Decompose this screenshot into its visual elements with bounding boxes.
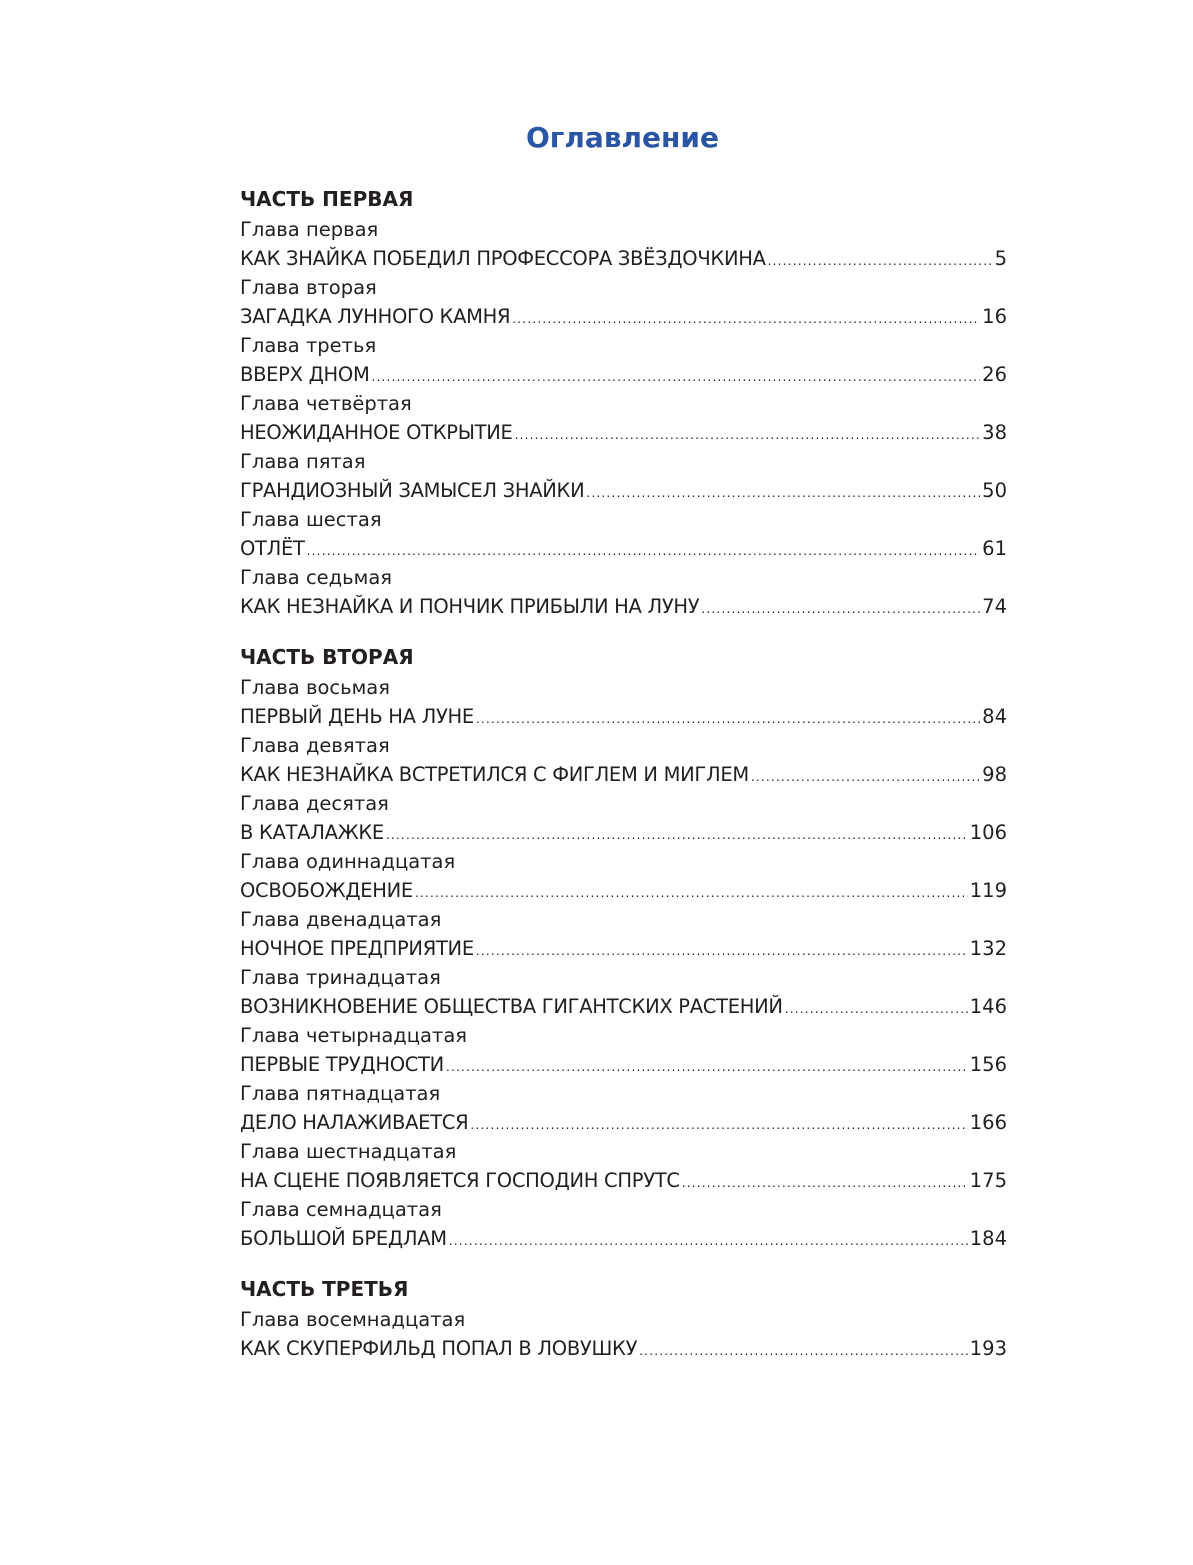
toc-entry[interactable]	[240, 1334, 1007, 1363]
page-number: 38	[982, 421, 1007, 444]
toc-part	[240, 641, 1007, 1253]
toc-entry[interactable]	[240, 876, 1007, 905]
chapter-title: БОЛЬШОЙ БРЕДЛАМ	[240, 1227, 447, 1250]
chapter-title: НОЧНОЕ ПРЕДПРИЯТИЕ	[240, 937, 474, 960]
dot-leader	[785, 995, 968, 1024]
toc-part	[240, 183, 1007, 621]
page-number: 132	[969, 937, 1007, 960]
toc-entry[interactable]	[240, 476, 1007, 505]
dot-leader	[386, 821, 968, 850]
dot-leader	[476, 937, 968, 966]
dot-leader	[307, 537, 981, 566]
chapter-label: Глава семнадцатая	[240, 1198, 442, 1221]
chapter-title: НА СЦЕНЕ ПОЯВЛЯЕТСЯ ГОСПОДИН СПРУТС	[240, 1169, 680, 1192]
toc-entry[interactable]	[240, 418, 1007, 447]
toc-entry[interactable]	[240, 244, 1007, 273]
chapter-label: Глава пятнадцатая	[240, 1082, 441, 1105]
dot-leader	[701, 595, 980, 624]
chapter-title: ОТЛЁТ	[240, 537, 305, 560]
page-number: 84	[982, 705, 1007, 728]
page-number: 166	[969, 1111, 1007, 1134]
chapter-title: ПЕРВЫЕ ТРУДНОСТИ	[240, 1053, 444, 1076]
page-number: 175	[969, 1169, 1007, 1192]
dot-leader	[682, 1169, 968, 1198]
dot-leader	[446, 1053, 968, 1082]
page-number: 16	[982, 305, 1007, 328]
page-number: 50	[982, 479, 1007, 502]
chapter-title: КАК НЕЗНАЙКА И ПОНЧИК ПРИБЫЛИ НА ЛУНУ	[240, 595, 700, 618]
chapter-label: Глава девятая	[240, 734, 390, 757]
page-number: 119	[969, 879, 1007, 902]
chapter-title: ПЕРВЫЙ ДЕНЬ НА ЛУНЕ	[240, 705, 474, 728]
page-number: 146	[969, 995, 1007, 1018]
part-title: ЧАСТЬ ТРЕТЬЯ	[240, 1277, 409, 1301]
part-title: ЧАСТЬ ПЕРВАЯ	[240, 187, 414, 211]
toc-entry[interactable]	[240, 1166, 1007, 1195]
dot-leader	[512, 305, 980, 334]
dot-leader	[751, 763, 980, 792]
toc-entry[interactable]	[240, 534, 1007, 563]
chapter-label: Глава пятая	[240, 450, 366, 473]
chapter-label: Глава третья	[240, 334, 377, 357]
page-number: 61	[982, 537, 1007, 560]
chapter-label: Глава четырнадцатая	[240, 1024, 468, 1047]
toc-entry[interactable]	[240, 592, 1007, 621]
toc-entry[interactable]	[240, 1108, 1007, 1137]
dot-leader	[371, 363, 980, 392]
chapter-label: Глава четвёртая	[240, 392, 412, 415]
dot-leader	[470, 1111, 967, 1140]
page-number: 106	[969, 821, 1007, 844]
chapter-label: Глава восьмая	[240, 676, 390, 699]
chapter-label: Глава шестая	[240, 508, 382, 531]
dot-leader	[515, 421, 981, 450]
chapter-label: Глава десятая	[240, 792, 389, 815]
chapter-label: Глава тринадцатая	[240, 966, 441, 989]
chapter-title: В КАТАЛАЖКЕ	[240, 821, 384, 844]
chapter-title: НЕОЖИДАННОЕ ОТКРЫТИЕ	[240, 421, 513, 444]
page-title: Оглавление	[525, 121, 719, 154]
toc-entry[interactable]	[240, 360, 1007, 389]
chapter-title: ГРАНДИОЗНЫЙ ЗАМЫСЕЛ ЗНАЙКИ	[240, 479, 585, 502]
dot-leader	[449, 1227, 968, 1256]
chapter-label: Глава одиннадцатая	[240, 850, 456, 873]
chapter-title: ДЕЛО НАЛАЖИВАЕТСЯ	[240, 1111, 469, 1134]
chapter-label: Глава первая	[240, 218, 379, 241]
page-number: 74	[982, 595, 1007, 618]
dot-leader	[476, 705, 980, 734]
chapter-title: ВОЗНИКНОВЕНИЕ ОБЩЕСТВА ГИГАНТСКИХ РАСТЕНИЙ	[240, 995, 783, 1018]
chapter-label: Глава двенадцатая	[240, 908, 442, 931]
chapter-label: Глава восемнадцатая	[240, 1308, 466, 1331]
toc-entry[interactable]	[240, 818, 1007, 847]
table-of-contents	[240, 183, 1007, 1383]
page-number: 184	[969, 1227, 1007, 1250]
toc-entry[interactable]	[240, 1050, 1007, 1079]
toc-entry[interactable]	[240, 702, 1007, 731]
toc-entry[interactable]	[240, 760, 1007, 789]
page-number: 5	[994, 247, 1007, 270]
page-number: 98	[982, 763, 1007, 786]
page-number: 26	[982, 363, 1007, 386]
chapter-title: ОСВОБОЖДЕНИЕ	[240, 879, 413, 902]
chapter-title: ЗАГАДКА ЛУННОГО КАМНЯ	[240, 305, 511, 328]
toc-entry[interactable]	[240, 1224, 1007, 1253]
chapter-label: Глава шестнадцатая	[240, 1140, 457, 1163]
part-title: ЧАСТЬ ВТОРАЯ	[240, 645, 414, 669]
toc-entry[interactable]	[240, 992, 1007, 1021]
chapter-title: КАК ЗНАЙКА ПОБЕДИЛ ПРОФЕССОРА ЗВЁЗДОЧКИНА	[240, 247, 766, 270]
chapter-title: КАК СКУПЕРФИЛЬД ПОПАЛ В ЛОВУШКУ	[240, 1337, 638, 1360]
toc-entry[interactable]	[240, 934, 1007, 963]
chapter-label: Глава вторая	[240, 276, 377, 299]
page-number: 193	[969, 1337, 1007, 1360]
page-number: 156	[969, 1053, 1007, 1076]
dot-leader	[415, 879, 968, 908]
toc-entry[interactable]	[240, 302, 1007, 331]
chapter-title: ВВЕРХ ДНОМ	[240, 363, 370, 386]
chapter-label: Глава седьмая	[240, 566, 393, 589]
toc-part	[240, 1273, 1007, 1363]
dot-leader	[639, 1337, 968, 1366]
chapter-title: КАК НЕЗНАЙКА ВСТРЕТИЛСЯ С ФИГЛЕМ И МИГЛЕМ	[240, 763, 749, 786]
dot-leader	[768, 247, 993, 276]
dot-leader	[586, 479, 980, 508]
